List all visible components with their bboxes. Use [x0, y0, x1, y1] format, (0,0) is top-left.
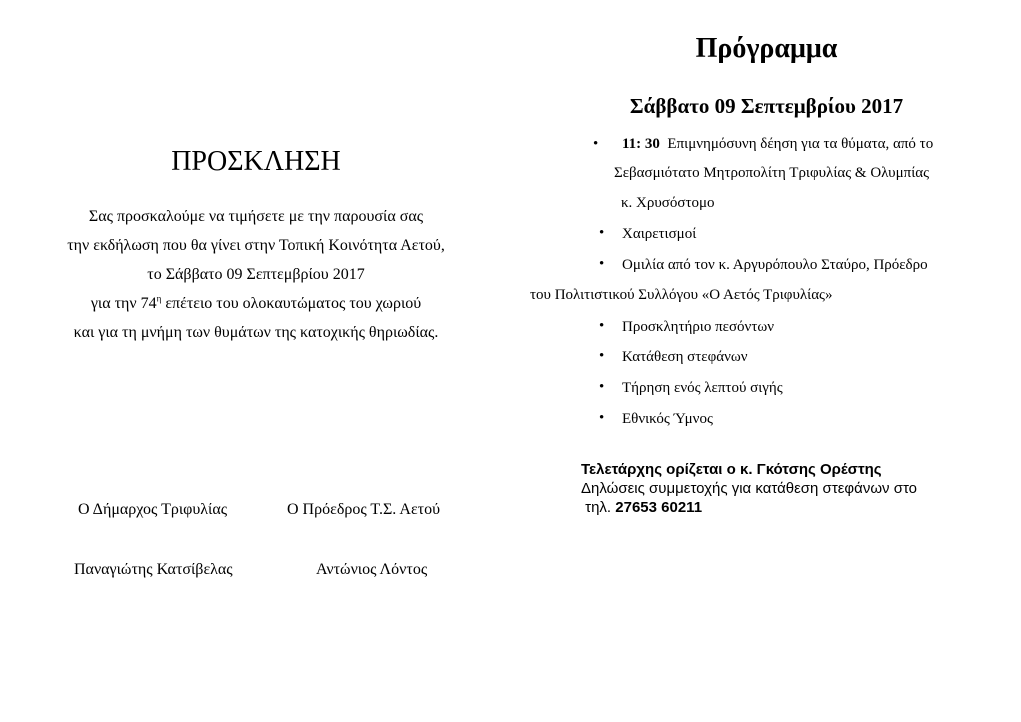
program-item-1-text: Επιμνημόσυνη δέηση για τα θύματα, από το [659, 136, 934, 152]
invitation-line-5: και για τη μνήμη των θυμάτων της κατοχικής θηριωδίας. [73, 324, 439, 341]
invitation-line-4 [0, 295, 512, 313]
mayor-title: Ο Δήμαρχος Τριφυλίας [78, 501, 228, 518]
program-item-1-time: 11: 30 [622, 136, 660, 152]
telephone-number: 27653 60211 [615, 499, 703, 516]
telephone [581, 499, 702, 516]
invitation-line-3: το Σάββατο 09 Σεπτεμβρίου 2017 [147, 266, 365, 283]
bullet-icon: • [599, 256, 605, 272]
telephone-label: τηλ. [581, 499, 616, 516]
bullet-icon: • [599, 348, 605, 364]
bullet-icon: • [599, 225, 605, 241]
wreath-info: Δηλώσεις συμμετοχής για κατάθεση στεφάνων στο [581, 480, 918, 497]
program-item-1 [622, 136, 933, 153]
program-title: Πρόγραμμα [695, 33, 838, 64]
invitation-line-1: Σας προσκαλούμε να τιμήσετε με την παρουσία σας [88, 208, 424, 225]
program-item-5: Κατάθεση στεφάνων [622, 349, 748, 365]
ceremony-master: Τελετάρχης ορίζεται ο κ. Γκότσης Ορέστης [581, 461, 882, 478]
bullet-icon: • [593, 136, 599, 152]
program-item-3-line-2: του Πολιτιστικού Συλλόγου «Ο Αετός Τριφυλίας» [530, 287, 833, 303]
bullet-icon: • [599, 410, 605, 426]
program-item-1-line-2: Σεβασμιότατο Μητροπολίτη Τριφυλίας & Ολυμπίας [614, 165, 930, 181]
program-item-3: Ομιλία από τον κ. Αργυρόπουλο Σταύρο, Πρόεδρο [622, 257, 928, 273]
program-item-2: Χαιρετισμοί [622, 226, 697, 242]
program-item-7: Εθνικός Ύμνος [622, 411, 713, 427]
program-item-1-line-3: κ. Χρυσόστομο [621, 195, 715, 211]
program-date: Σάββατο 09 Σεπτεμβρίου 2017 [629, 94, 904, 118]
program-item-4: Προσκλητήριο πεσόντων [622, 319, 775, 335]
president-title: Ο Πρόεδρος Τ.Σ. Αετού [287, 501, 441, 518]
invitation-title: ΠΡΟΣΚΛΗΣΗ [171, 146, 341, 177]
mayor-name: Παναγιώτης Κατσίβελας [74, 561, 233, 578]
president-name: Αντώνιος Λόντος [316, 561, 428, 578]
invitation-line-2: την εκδήλωση που θα γίνει στην Τοπική Κοινότητα Αετού, [67, 237, 445, 254]
ordinal-superscript: η [156, 293, 162, 304]
invitation-line-4-post: επέτειο του ολοκαυτώματος του χωριού [161, 295, 422, 312]
program-item-6: Τήρηση ενός λεπτού σιγής [622, 380, 783, 396]
bullet-icon: • [599, 379, 605, 395]
invitation-line-4-pre: για την 74 [90, 295, 157, 312]
bullet-icon: • [599, 318, 605, 334]
